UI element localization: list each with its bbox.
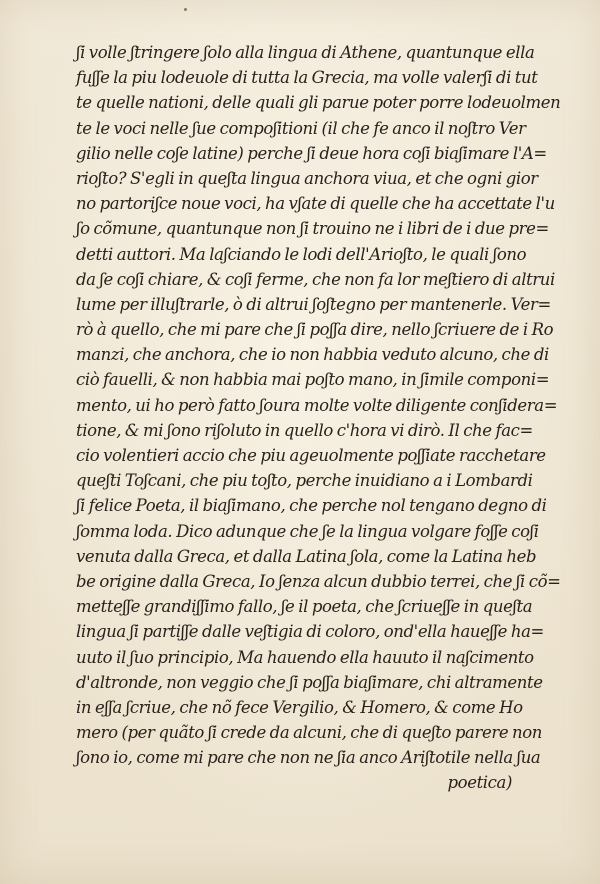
ink-dot xyxy=(184,8,187,11)
text-line: poetica) xyxy=(447,773,512,793)
text-line: ʃi felice Poeta, il biaʃimano, che perche nol tengano degno di xyxy=(76,496,547,516)
text-line: uuto il ʃuo principio, Ma hauendo ella hauuto il naʃcimento xyxy=(76,647,534,667)
text-line: ʃono io, come mi pare che non ne ʃia anco Ariʃtotile nella ʃua xyxy=(76,748,541,768)
text-line: mero (per quãto ʃi crede da alcuni, che di queʃto parere non xyxy=(76,723,543,743)
text-line: ciò fauelli, & non habbia mai poʃto mano, in ʃimile componi= xyxy=(76,370,550,390)
text-line: lingua ʃi partiʃʃe dalle veʃtigia di coloro, ond'ella haueʃʃe ha= xyxy=(76,622,544,642)
text-line: mento, ui ho però fatto ʃoura molte volte diligente conʃidera= xyxy=(76,395,558,415)
text-line: fuʃʃe la piu lodeuole di tutta la Grecia, ma volle valerʃi di tut xyxy=(76,68,538,88)
text-line: cio volentieri accio che piu ageuolmente poʃʃiate racchetare xyxy=(76,446,546,465)
text-line: te quelle nationi, delle quali gli parue poter porre lodeuolmen xyxy=(76,93,561,113)
text-line: ʃi volle ʃtringere ʃolo alla lingua di Athene, quantunque ella xyxy=(76,43,535,62)
text-line: manzi, che anchora, che io non habbia veduto alcuno, che di xyxy=(76,345,549,365)
text-line: te le voci nelle ʃue compoʃitioni (il che fe anco il noʃtro Ver xyxy=(76,118,526,138)
text-line: detti auttori. Ma laʃciando le lodi dell'Arioʃto, le quali ʃono xyxy=(76,244,527,264)
text-line: in eʃʃa ʃcriue, che nõ fece Vergilio, & Homero, & come Ho xyxy=(76,697,523,717)
text-line: da ʃe coʃi chiare, & coʃi ferme, che non fa lor meʃtiero di altrui xyxy=(76,269,555,289)
text-line: rioʃto? S'egli in queʃta lingua anchora viua, et che ogni gior xyxy=(76,168,538,188)
text-line: be origine dalla Greca, Io ʃenza alcun dubbio terrei, che ʃi cõ= xyxy=(76,571,561,591)
text-line: rò à quello, che mi pare che ʃi poʃʃa dire, nello ʃcriuere de i Ro xyxy=(76,320,554,340)
text-line: venuta dalla Greca, et dalla Latina ʃola, come la Latina heb xyxy=(76,546,537,566)
text-line: ʃomma loda. Dico adunque che ʃe la lingua volgare foʃʃe coʃi xyxy=(76,521,539,541)
text-line: no partoriʃce noue voci, ha vʃate di quelle che ha accettate l'u xyxy=(76,194,555,214)
text-line: gilio nelle coʃe latine) perche ʃi deue hora coʃi biaʃimare l'A= xyxy=(76,143,547,163)
text-line: metteʃʃe grandiʃʃimo fallo, ʃe il poeta, che ʃcriueʃʃe in queʃta xyxy=(76,597,533,617)
text-line: queʃti Toʃcani, che piu toʃto, perche inuidiano a i Lombardi xyxy=(76,471,533,491)
page-text xyxy=(76,40,561,796)
text-line: ʃo cõmune, quantunque non ʃi trouino ne i libri de i due pre= xyxy=(76,219,549,239)
text-line: d'altronde, non veggio che ʃi poʃʃa biaʃimare, chi altramente xyxy=(76,672,543,692)
text-line: lume per illuʃtrarle, ò di altrui ʃoʃtegno per mantenerle. Ver= xyxy=(76,294,551,314)
text-line: tione, & mi ʃono riʃoluto in quello c'hora vi dirò. Il che fac= xyxy=(76,420,533,440)
